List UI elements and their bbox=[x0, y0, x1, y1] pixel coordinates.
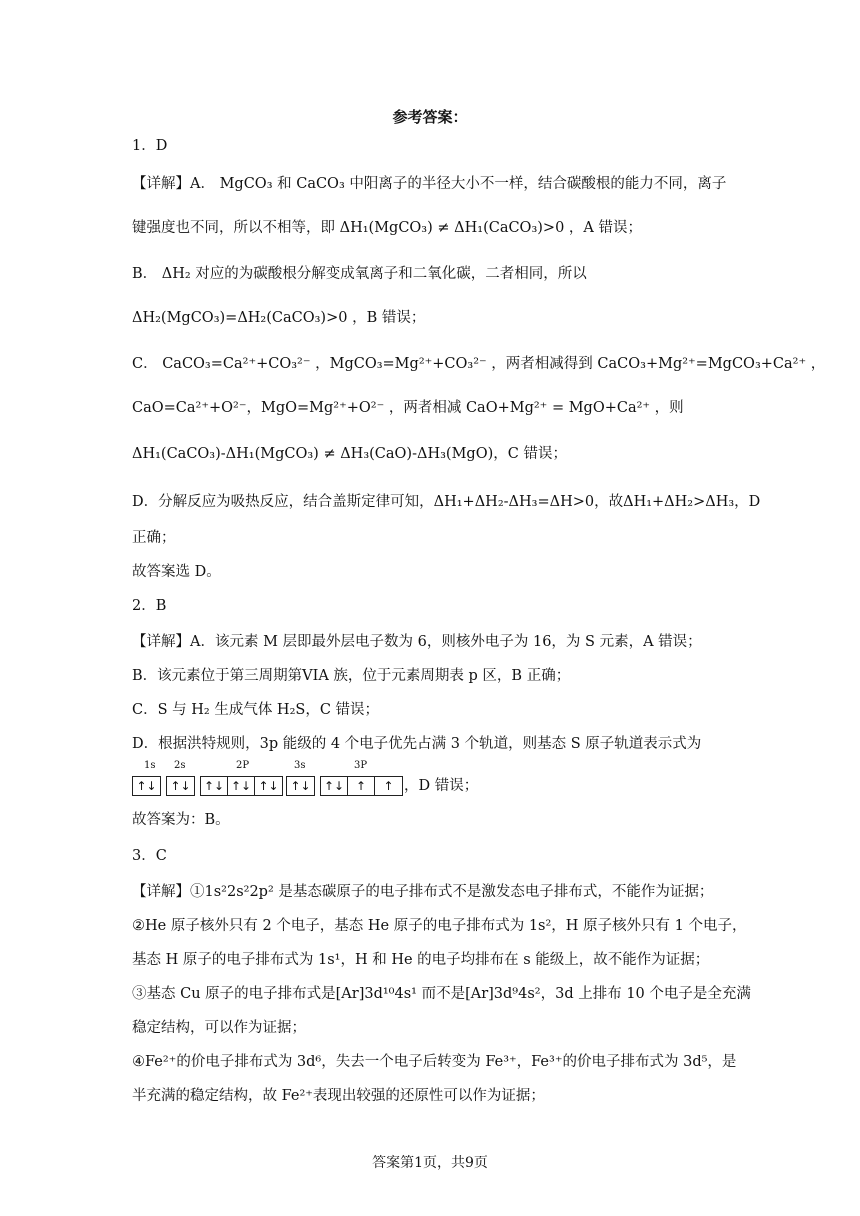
paired-electrons-icon: ↑↓ bbox=[258, 779, 279, 793]
orbital-label: 1s bbox=[144, 760, 156, 771]
orbital-diagram bbox=[132, 760, 422, 800]
q3-answer: 3．C bbox=[132, 848, 167, 864]
paired-electrons-icon: ↑↓ bbox=[321, 777, 348, 795]
q2-line: B．该元素位于第三周期第VIA 族，位于元素周期表 p 区，B 正确； bbox=[132, 668, 571, 684]
orbital-box-3s bbox=[286, 776, 315, 796]
q1-line: ΔH₁(CaCO₃)-ΔH₁(MgCO₃) ≠ ΔH₃(CaO)-ΔH₃(MgO)，C 错误； bbox=[132, 446, 567, 462]
orbital-box-2s bbox=[166, 776, 195, 796]
q1-line: C． CaCO₃=Ca²⁺+CO₃²⁻ ，MgCO₃=Mg²⁺+CO₃²⁻ ，两者相减得到 CaCO₃+Mg²⁺=MgCO₃+Ca²⁺ ， bbox=[132, 356, 826, 372]
q2-line: 故答案为：B。 bbox=[132, 812, 230, 828]
paired-electrons-icon: ↑↓ bbox=[228, 777, 255, 795]
q1-line: CaO=Ca²⁺+O²⁻，MgO=Mg²⁺+O²⁻ ，两者相减 CaO+Mg²⁺ = MgO+Ca²⁺ ，则 bbox=[132, 400, 684, 416]
orbital-box-3p bbox=[320, 776, 403, 796]
q3-line: 稳定结构，可以作为证据； bbox=[132, 1020, 306, 1036]
q3-line: 半充满的稳定结构，故 Fe²⁺表现出较强的还原性可以作为证据； bbox=[132, 1088, 545, 1104]
orbital-suffix: ，D 错误； bbox=[404, 778, 479, 794]
q3-line: ②He 原子核外只有 2 个电子，基态 He 原子的电子排布式为 1s²，H 原子核外只有 1 个电子， bbox=[132, 918, 747, 934]
q2-answer: 2．B bbox=[132, 598, 167, 614]
q3-line: ③基态 Cu 原子的电子排布式是[Ar]3d¹⁰4s¹ 而不是[Ar]3d⁹4s²，3d 上排布 10 个电子是全充满 bbox=[132, 986, 751, 1002]
q1-line: ΔH₂(MgCO₃)=ΔH₂(CaCO₃)>0 ，B 错误； bbox=[132, 310, 426, 326]
orbital-label: 2P bbox=[236, 760, 250, 771]
page-title: 参考答案： bbox=[392, 108, 468, 126]
q1-line: 键强度也不同，所以不相等，即 ΔH₁(MgCO₃) ≠ ΔH₁(CaCO₃)>0 ，A 错误； bbox=[132, 220, 642, 236]
paired-electrons-icon: ↑↓ bbox=[290, 779, 311, 793]
q1-line: 【详解】A． MgCO₃ 和 CaCO₃ 中阳离子的半径大小不一样，结合碳酸根的能力不同，离子 bbox=[132, 176, 727, 192]
page-footer: 答案第1页，共9页 bbox=[372, 1155, 488, 1171]
q1-line: D．分解反应为吸热反应，结合盖斯定律可知，ΔH₁+ΔH₂-ΔH₃=ΔH>0，故ΔH₁+ΔH₂>ΔH₃，D bbox=[132, 494, 761, 510]
up-electron-icon: ↑ bbox=[348, 777, 375, 795]
orbital-label: 3P bbox=[354, 760, 368, 771]
orbital-box-2p bbox=[200, 776, 283, 796]
q3-line: 基态 H 原子的电子排布式为 1s¹，H 和 He 的电子均排布在 s 能级上，故不能作为证据； bbox=[132, 952, 710, 968]
orbital-box-1s bbox=[132, 776, 161, 796]
orbital-label: 3s bbox=[294, 760, 306, 771]
up-electron-icon: ↑ bbox=[383, 779, 394, 793]
q1-line: 故答案选 D。 bbox=[132, 564, 221, 580]
q2-line: 【详解】A．该元素 M 层即最外层电子数为 6，则核外电子为 16，为 S 元素，A 错误； bbox=[132, 634, 702, 650]
q3-line: ④Fe²⁺的价电子排布式为 3d⁶，失去一个电子后转变为 Fe³⁺，Fe³⁺的价电子排布式为 3d⁵，是 bbox=[132, 1054, 737, 1070]
q3-line: 【详解】①1s²2s²2p² 是基态碳原子的电子排布式不是激发态电子排布式，不能作为证据； bbox=[132, 884, 714, 900]
paired-electrons-icon: ↑↓ bbox=[170, 779, 191, 793]
orbital-label: 2s bbox=[174, 760, 186, 771]
q2-line: C．S 与 H₂ 生成气体 H₂S，C 错误； bbox=[132, 702, 380, 718]
q1-answer: 1．D bbox=[132, 138, 168, 154]
q1-line: B． ΔH₂ 对应的为碳酸根分解变成氧离子和二氧化碳，二者相同，所以 bbox=[132, 266, 587, 282]
paired-electrons-icon: ↑↓ bbox=[201, 777, 228, 795]
paired-electrons-icon: ↑↓ bbox=[136, 779, 157, 793]
q2-line: D．根据洪特规则，3p 能级的 4 个电子优先占满 3 个轨道，则基态 S 原子轨道表示式为 bbox=[132, 736, 702, 752]
q1-line: 正确； bbox=[132, 530, 176, 546]
